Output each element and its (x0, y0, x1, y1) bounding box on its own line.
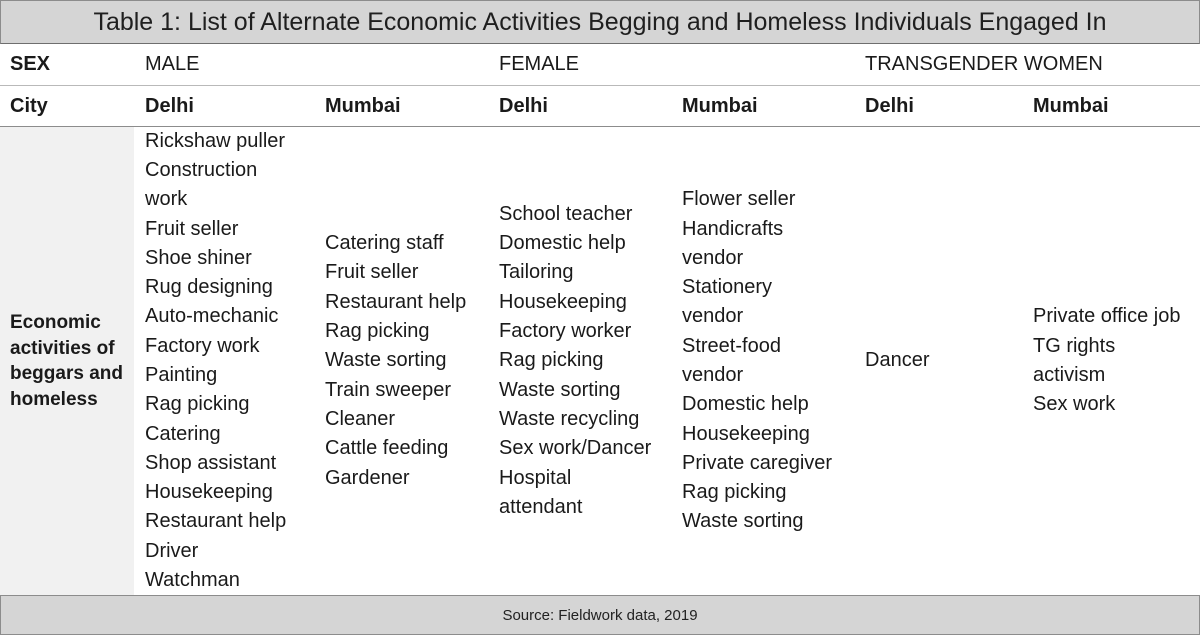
column-tg-delhi (865, 127, 1031, 595)
activity-list (865, 346, 1031, 375)
activity-item: Private caregiver (682, 451, 833, 474)
activity-item: Factory worker (499, 320, 632, 343)
activities-row (0, 127, 1200, 595)
city-male-mumbai: Mumbai (325, 94, 401, 117)
group-male: MALE (145, 53, 200, 75)
activity-item: Rag picking (682, 481, 787, 504)
column-female-delhi (499, 127, 680, 595)
activity-item: vendor (682, 305, 744, 328)
activity-item: Catering staff (325, 232, 444, 255)
activity-item: Rag picking (499, 349, 604, 372)
activity-item: Painting (145, 364, 218, 386)
column-male-delhi (145, 127, 323, 595)
activity-list (499, 200, 680, 522)
activity-item: Handicrafts (682, 217, 784, 240)
activity-item: Shop assistant (145, 451, 277, 474)
activity-item: Street-food (682, 334, 781, 357)
activity-item: Hospital (499, 466, 572, 489)
city-tg-delhi: Delhi (865, 94, 914, 117)
row-label: Economic activities of beggars and homeless (10, 312, 123, 410)
activity-item: Driver (145, 539, 199, 562)
activity-item: Housekeeping (499, 290, 627, 313)
activity-item: Restaurant help (145, 510, 287, 533)
activity-item: Construction (145, 158, 258, 181)
activity-item: Auto-mechanic (145, 305, 279, 328)
table-title: Table 1: List of Alternate Economic Activities Begging and Homeless Individuals Engaged In (0, 0, 1200, 44)
group-transgender-women: TRANSGENDER WOMEN (865, 53, 1103, 75)
activity-item: Waste recycling (499, 407, 640, 430)
group-female: FEMALE (499, 53, 580, 75)
activity-item: work (145, 188, 188, 211)
activity-item: Catering (145, 422, 221, 445)
city-female-mumbai: Mumbai (682, 94, 758, 117)
activity-item: attendant (499, 495, 583, 518)
activity-item: Rag picking (145, 393, 250, 416)
activity-item: Fruit seller (325, 261, 419, 284)
activity-list (145, 127, 323, 596)
activity-item: Rickshaw puller (145, 129, 286, 152)
city-label: City (10, 94, 48, 117)
activity-item: Sex work/Dancer (499, 437, 652, 460)
activity-item: Train sweeper (325, 378, 451, 401)
city-tg-mumbai: Mumbai (1033, 94, 1109, 117)
activity-item: Fruit seller (145, 217, 239, 240)
activity-item: Gardener (325, 466, 410, 489)
activity-item: Restaurant help (325, 290, 467, 313)
activity-item: Rag picking (325, 320, 430, 343)
column-tg-mumbai (1033, 127, 1199, 595)
activity-item: Sex work (1033, 393, 1116, 416)
activity-list (325, 229, 497, 493)
activity-item: Housekeeping (682, 422, 810, 445)
activity-item: Domestic help (499, 232, 626, 255)
activity-item: Private office job (1033, 305, 1181, 328)
column-male-mumbai (325, 127, 497, 595)
activity-list (682, 185, 863, 537)
city-male-delhi: Delhi (145, 94, 194, 117)
activity-list (1033, 302, 1199, 419)
activity-item: vendor (682, 246, 744, 269)
activity-item: Domestic help (682, 393, 809, 416)
activity-item: Cleaner (325, 407, 396, 430)
activity-item: vendor (682, 364, 744, 386)
city-female-delhi: Delhi (499, 94, 548, 117)
activity-item: Tailoring (499, 261, 574, 284)
activity-item: Waste sorting (325, 349, 447, 372)
activity-item: Waste sorting (499, 378, 621, 401)
sex-header-row (0, 44, 1200, 86)
activity-item: Waste sorting (682, 510, 804, 533)
activity-item: Shoe shiner (145, 246, 252, 269)
activity-item: Rug designing (145, 276, 273, 299)
sex-label: SEX (10, 53, 51, 75)
activity-item: School teacher (499, 202, 633, 225)
activity-item: TG rights (1033, 334, 1116, 357)
activity-item: Housekeeping (145, 481, 273, 504)
activity-item: Flower seller (682, 188, 796, 211)
activity-item: Cattle feeding (325, 437, 449, 460)
activity-item: activism (1033, 364, 1106, 386)
activity-item: Factory work (145, 334, 260, 357)
column-female-mumbai (682, 127, 863, 595)
activity-item: Stationery (682, 276, 773, 299)
city-header-row (0, 86, 1200, 127)
table-source-note: Source: Fieldwork data, 2019 (0, 595, 1200, 635)
activity-item: Watchman (145, 569, 240, 592)
activity-item: Dancer (865, 349, 930, 372)
